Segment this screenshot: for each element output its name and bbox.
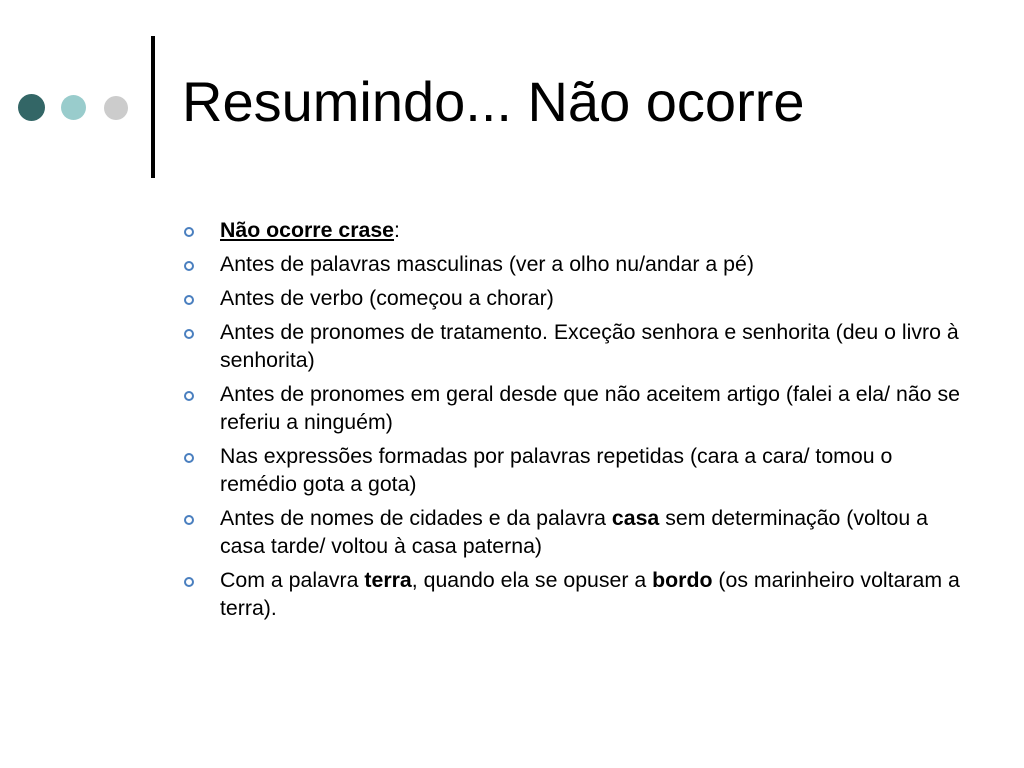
list-text: Antes de nomes de cidades e da palavra (220, 506, 612, 530)
bullet-circle-icon (184, 295, 194, 305)
slide-title: Resumindo... Não ocorre (182, 70, 805, 133)
bullet-circle-icon (184, 577, 194, 587)
title-divider-line (151, 36, 155, 178)
bullet-circle-icon (184, 391, 194, 401)
list-text: Antes de pronomes de tratamento. Exceção senhora e senhorita (deu o livro à senhorita) (220, 320, 959, 372)
list-text: (os marinheiro voltaram a terra). (220, 568, 960, 620)
list-item (182, 504, 972, 560)
bullet-circle-icon (184, 261, 194, 271)
gray-dot (104, 96, 128, 120)
list-item (182, 216, 972, 244)
list-item (182, 566, 972, 622)
list-text: Antes de pronomes em geral desde que não aceitem artigo (falei a ela/ não se referiu a ninguém) (220, 382, 960, 434)
list-heading-text: Não ocorre crase (220, 218, 395, 242)
bold-term: terra (364, 568, 412, 592)
bullet-circle-icon (184, 227, 194, 237)
list-text: Com a palavra (220, 568, 365, 592)
list-item (182, 442, 972, 498)
bold-term: casa (611, 506, 660, 530)
list-item (182, 318, 972, 374)
list-text: : (394, 218, 400, 242)
list-text: , quando ela se opuser a (411, 568, 653, 592)
bullet-circle-icon (184, 329, 194, 339)
list-text: Nas expressões formadas por palavras repetidas (cara a cara/ tomou o remédio gota a gota) (220, 444, 893, 496)
list-text: Antes de verbo (começou a chorar) (220, 286, 554, 310)
decorative-dots (0, 0, 150, 200)
bullet-circle-icon (184, 515, 194, 525)
bullet-list (182, 216, 972, 628)
list-item (182, 250, 972, 278)
bold-term: bordo (652, 568, 713, 592)
light-teal-dot (61, 95, 86, 120)
list-item (182, 380, 972, 436)
bullet-circle-icon (184, 453, 194, 463)
list-text: Antes de palavras masculinas (ver a olho nu/andar a pé) (220, 252, 754, 276)
list-item (182, 284, 972, 312)
list-text: sem determinação (voltou a casa tarde/ voltou à casa paterna) (220, 506, 928, 558)
dark-teal-dot (18, 94, 45, 121)
